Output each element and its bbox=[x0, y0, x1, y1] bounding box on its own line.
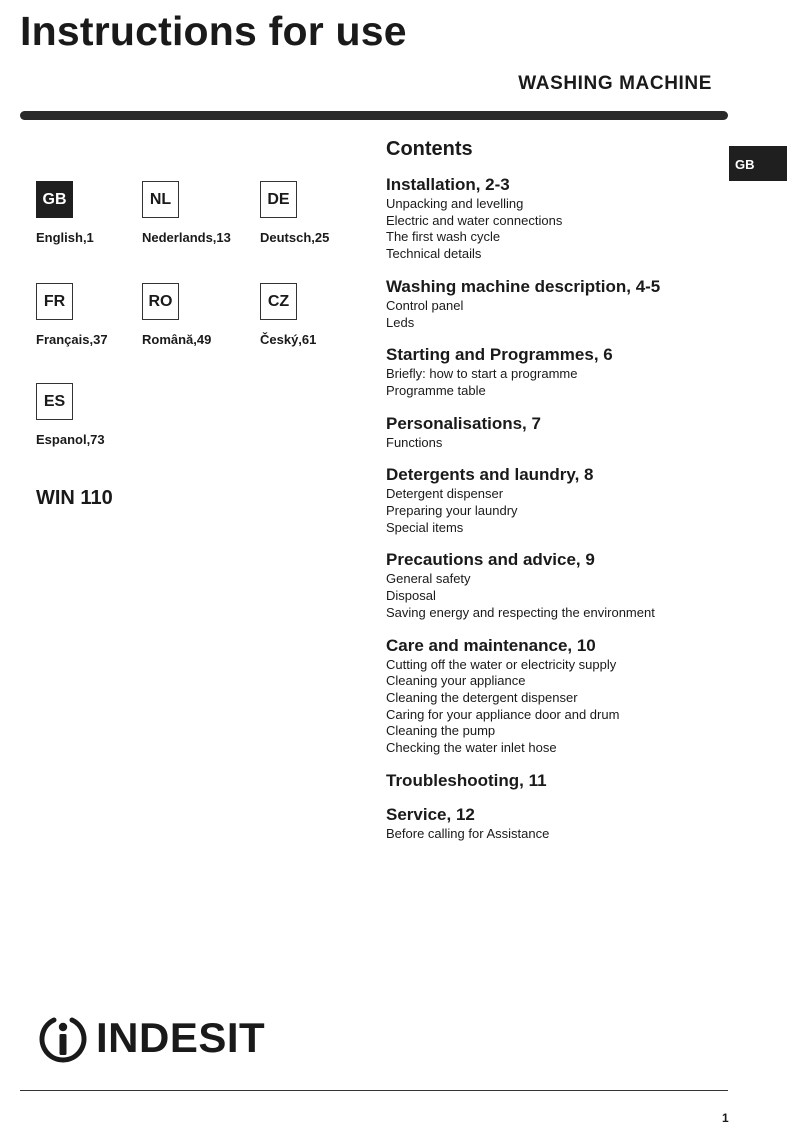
toc-item[interactable]: Programme table bbox=[386, 382, 486, 398]
toc-item[interactable]: Unpacking and levelling bbox=[386, 196, 524, 211]
toc-item[interactable]: Cutting off the water or electricity supply bbox=[386, 656, 617, 672]
language-cz[interactable] bbox=[260, 283, 317, 347]
toc-item[interactable]: Special items bbox=[386, 519, 464, 535]
page-number: 1 bbox=[722, 1111, 729, 1125]
contents-heading: Contents bbox=[386, 138, 473, 160]
toc-item[interactable]: Control panel bbox=[386, 297, 464, 313]
toc-item[interactable]: Disposal bbox=[386, 588, 436, 604]
toc-section bbox=[386, 175, 786, 263]
toc-section-title[interactable]: Care and maintenance, 10 bbox=[386, 635, 596, 655]
table-of-contents bbox=[386, 175, 786, 856]
toc-section bbox=[386, 805, 786, 843]
language-code-fr: FR bbox=[36, 283, 73, 320]
header-divider bbox=[20, 111, 728, 120]
toc-section-title[interactable]: Precautions and advice, 9 bbox=[386, 550, 595, 570]
toc-item[interactable]: Cleaning the pump bbox=[386, 723, 496, 739]
toc-section bbox=[386, 636, 786, 757]
toc-item[interactable]: Saving energy and respecting the environment bbox=[386, 604, 655, 620]
toc-item[interactable]: Technical details bbox=[386, 246, 482, 262]
language-code-es: ES bbox=[36, 383, 73, 420]
toc-item[interactable]: Before calling for Assistance bbox=[386, 825, 550, 841]
language-gb[interactable] bbox=[36, 181, 94, 245]
language-code-ro: RO bbox=[142, 283, 179, 320]
language-label-nl: Nederlands,13 bbox=[142, 230, 231, 245]
toc-section-title[interactable]: Service, 12 bbox=[386, 804, 475, 824]
language-tab: GB bbox=[729, 146, 787, 181]
language-label-fr: Français,37 bbox=[36, 332, 108, 347]
toc-section bbox=[386, 550, 786, 621]
language-de[interactable] bbox=[260, 181, 330, 245]
toc-section-title[interactable]: Personalisations, 7 bbox=[386, 413, 541, 433]
indesit-logo-icon bbox=[36, 1011, 90, 1065]
language-es[interactable] bbox=[36, 383, 105, 447]
indesit-logo bbox=[36, 1011, 265, 1065]
language-code-cz: CZ bbox=[260, 283, 297, 320]
toc-item[interactable]: Preparing your laundry bbox=[386, 503, 518, 519]
language-label-es: Espanol,73 bbox=[36, 432, 105, 447]
toc-section-title[interactable]: Troubleshooting, 11 bbox=[386, 770, 547, 790]
toc-item[interactable]: Functions bbox=[386, 434, 443, 450]
language-code-nl: NL bbox=[142, 181, 179, 218]
toc-item[interactable]: Briefly: how to start a programme bbox=[386, 366, 578, 382]
language-label-gb: English,1 bbox=[36, 230, 94, 245]
toc-item[interactable]: Checking the water inlet hose bbox=[386, 740, 557, 756]
toc-item[interactable]: Leds bbox=[386, 314, 415, 330]
toc-item[interactable]: Detergent dispenser bbox=[386, 486, 504, 502]
document-title: Instructions for use bbox=[20, 8, 407, 54]
toc-section bbox=[386, 414, 786, 452]
language-label-ro: Română,49 bbox=[142, 332, 212, 347]
footer-divider bbox=[20, 1090, 728, 1091]
toc-item[interactable]: Electric and water connections bbox=[386, 212, 563, 228]
toc-section-title[interactable]: Detergents and laundry, 8 bbox=[386, 465, 594, 485]
toc-section bbox=[386, 345, 786, 399]
toc-item[interactable]: The first wash cycle bbox=[386, 229, 501, 245]
language-code-gb: GB bbox=[36, 181, 73, 218]
toc-section-title[interactable]: Washing machine description, 4-5 bbox=[386, 276, 661, 296]
toc-section bbox=[386, 465, 786, 536]
toc-item[interactable]: Cleaning your appliance bbox=[386, 673, 526, 689]
toc-section bbox=[386, 277, 786, 331]
toc-section-title[interactable]: Installation, 2-3 bbox=[386, 175, 510, 194]
toc-item[interactable]: Caring for your appliance door and drum bbox=[386, 706, 620, 722]
language-fr[interactable] bbox=[36, 283, 108, 347]
toc-section bbox=[386, 771, 786, 791]
model-name: WIN 110 bbox=[36, 487, 113, 509]
brand-name: INDESIT bbox=[96, 1014, 266, 1061]
toc-item[interactable]: Cleaning the detergent dispenser bbox=[386, 689, 578, 705]
language-label-de: Deutsch,25 bbox=[260, 230, 330, 245]
document-subtitle: WASHING MACHINE bbox=[518, 73, 712, 94]
language-ro[interactable] bbox=[142, 283, 212, 347]
language-code-de: DE bbox=[260, 181, 297, 218]
language-nl[interactable] bbox=[142, 181, 231, 245]
toc-item[interactable]: General safety bbox=[386, 571, 471, 587]
toc-section-title[interactable]: Starting and Programmes, 6 bbox=[386, 345, 613, 365]
language-label-cz: Český,61 bbox=[260, 332, 317, 347]
